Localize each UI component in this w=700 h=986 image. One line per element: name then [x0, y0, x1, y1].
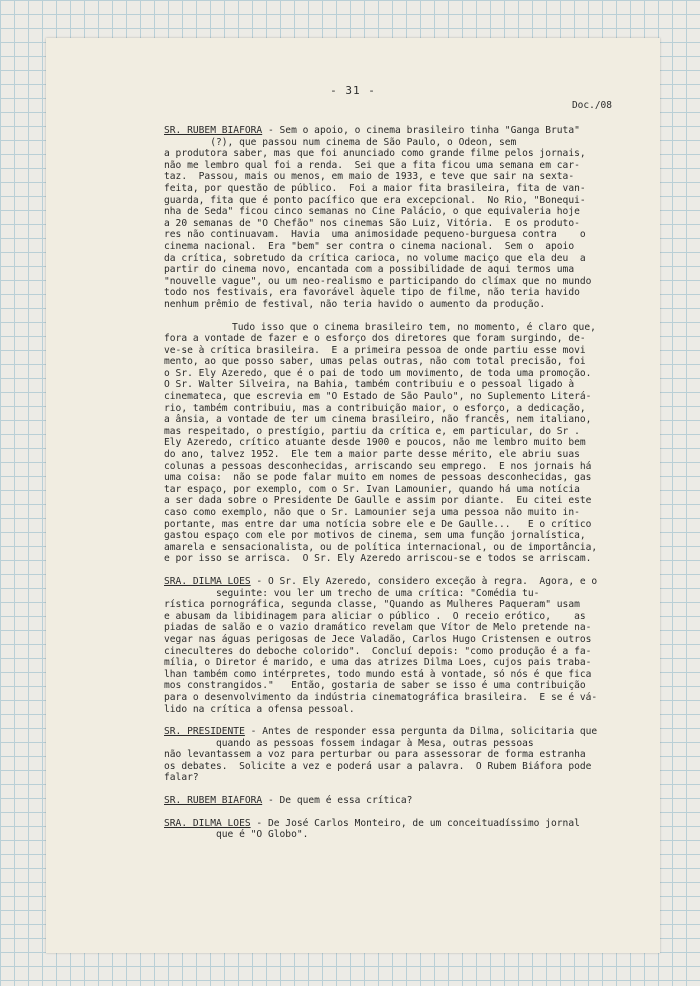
text-line: mento, ao que posso saber, umas pelas outras, não com total precisão, foi [164, 356, 586, 368]
text-line: e abusam da libidinagem para aliciar o público . O receio erótico, as [164, 610, 586, 622]
text-line: colunas a pessoas desconhecidas, arriscando seu emprego. E nos jornais há [164, 460, 592, 472]
text-line: caso como exemplo, não que o Sr. Lamounier seja uma pessoa não muito in- [164, 507, 580, 518]
text-line: a ânsia, a vontade de ter um cinema brasileiro, não francês, nem italiano, [164, 414, 592, 426]
text-line: não levantassem a voz para perturbar ou para assessorar de forma estranha [164, 749, 586, 761]
text-line: do ano, talvez 1952. Ele tem a maior parte desse mérito, ele abriu suas [164, 449, 580, 461]
text-line: a produtora saber, mas que foi anunciado como grande filme pelos jornais, [164, 148, 586, 160]
speaker-name: SR. RUBEM BIÁFORA [164, 795, 263, 807]
text-line: - O Sr. Ely Azeredo, considero exceção à regra. Agora, e o [250, 575, 598, 587]
text-line: seguinte: vou ler um trecho de uma crítica: "Comédia tu- [164, 587, 540, 599]
speaker-name: SRA. DILMA LÓES [164, 575, 251, 587]
text-line: os debates. Solicite a vez e poderá usar a palavra. O Rubem Biáfora pode [164, 760, 592, 772]
document-reference: Doc./08 [571, 100, 612, 111]
text-line: cinemateca, que escrevia em "O Estado de São Paulo", no Suplemento Literá- [164, 391, 592, 403]
text-line: o Sr. Ely Azeredo, que é o pai de todo um movimento, de toda uma promoção. [164, 367, 592, 379]
text-line: rio, também contribuiu, mas a contribuição maior, o esforço, a dedicação, [164, 402, 586, 414]
text-line: lhan também como intérpretes, todo mundo está à vontade, só nós é que fica [164, 668, 592, 680]
text-line: piadas de salão e o vazio dramático revelam que Vítor de Melo pretende na- [164, 622, 592, 634]
text-line: mas respeitado, o prestígio, partiu da crítica e, em particular, do Sr . [164, 425, 580, 437]
text-line: "nouvelle vague", ou um neo-realismo e participando do clímax que no mundo [164, 275, 592, 287]
text-line: ve-se à crítica brasileira. E a primeira pessoa de onde partiu esse movi [164, 344, 586, 356]
text-line: feita, por questão de público. Foi a maior fita brasileira, fita de van- [164, 182, 586, 194]
text-line: a 20 semanas de "O Chefão" nos cinemas São Luiz, Vitória. E os produto- [164, 217, 580, 229]
text-line: tar espaço, por exemplo, com o Sr. Ivan Lamounier, quando há uma notícia [164, 483, 580, 495]
text-line: - Antes de responder essa pergunta da Dilma, solicitaria que [244, 726, 598, 738]
text-line: - De quem é essa crítica? [262, 795, 413, 807]
text-line: nha de Seda" ficou cinco semanas no Cine Palácio, o que equivaleria hoje [164, 206, 580, 218]
text-line: res não continuavam. Havia uma animosidade pequeno-burguesa contra o [164, 229, 586, 241]
text-line: não me lembro qual foi a renda. Sei que a fita ficou uma semana em car- [164, 159, 580, 171]
text-line: partir do cinema novo, encantada com a possibilidade de aqui termos uma [164, 264, 575, 276]
text-line: (?), que passou num cinema de São Paulo, o Odeon, sem [164, 136, 517, 148]
document-page [46, 38, 660, 953]
text-line: amarela e sensacionalista, ou de política internacional, ou de importância, [164, 541, 598, 553]
paragraph-biafora-1 [164, 125, 664, 311]
text-line: que é "O Globo". [164, 829, 309, 841]
text-line: - De José Carlos Monteiro, de um conceituadíssimo jornal [250, 817, 580, 829]
text-line: gastou espaço com ele por motivos de cinema, sem uma função jornalística, [164, 530, 586, 542]
paragraph-biafora-3 [164, 795, 664, 807]
text-line: para o desenvolvimento da indústria cinematográfica brasileira. E se é vá- [164, 691, 598, 703]
text-line: guarda, fita que é ponto pacífico que era excepcional. No Rio, "Bonequi- [164, 194, 586, 206]
text-line: nenhum prêmio de festival, não teria havido o aumento da produção. [164, 298, 546, 310]
speaker-name: SR. RUBEM BIÁFORA [164, 125, 263, 136]
text-line: fora a vontade de fazer e o esforço dos diretores que foram surgindo, de- [164, 333, 586, 345]
transcript-body [164, 125, 664, 841]
paragraph-loes-2 [164, 818, 664, 841]
text-line: a ser dada sobre o Presidente De Gaulle e assim por diante. Eu citei este [164, 495, 592, 507]
text-line: - Sem o apoio, o cinema brasileiro tinha "Ganga Bruta" [262, 125, 580, 136]
text-line: e por isso se arrisca. O Sr. Ely Azeredo arriscou-se e todos se arriscam. [164, 553, 592, 565]
paragraph-biafora-2 [164, 322, 664, 565]
speaker-name: SRA. DILMA LOES [164, 817, 251, 829]
text-line: vegar nas águas perigosas de Jece Valadão, Carlos Hugo Cristensen e outros [164, 633, 592, 645]
text-line: mília, o Diretor é marido, e uma das atrizes Dilma Loes, cujos pais traba- [164, 657, 592, 669]
text-line: todo nos festivais, era favorável àquele tipo de filme, não teria havido [164, 287, 580, 299]
text-line: portante, mas entre dar uma notícia sobre ele e De Gaulle... E o crítico [164, 518, 592, 530]
text-line: quando as pessoas fossem indagar à Mesa, outras pessoas [164, 737, 534, 749]
page-number: - 31 - [330, 84, 376, 97]
text-line: lido na crítica a ofensa pessoal. [164, 703, 355, 715]
text-line: uma coisa: não se pode falar muito em nomes de pessoas desconhecidas, gas [164, 472, 592, 484]
text-line: mos constrangidos." Então, gostaria de saber se isso é uma contribuição [164, 680, 586, 692]
text-line: falar? [164, 772, 199, 784]
text-line: rística pornográfica, segunda classe, "Quando as Mulheres Paqueram" usam [164, 599, 580, 611]
text-line: da crítica, sobretudo da crítica carioca, no volume maciço que ela deu a [164, 252, 586, 264]
paragraph-presidente [164, 726, 664, 784]
text-line: Ely Azeredo, crítico atuante desde 1900 e poucos, não me lembro muito bem [164, 437, 586, 449]
speaker-name: SR. PRESIDENTE [164, 726, 245, 738]
text-line: O Sr. Walter Silveira, na Bahia, também contribuiu e o pessoal ligado à [164, 379, 575, 391]
text-line: cinema nacional. Era "bem" ser contra o cinema nacional. Sem o apoio [164, 240, 575, 252]
text-line: taz. Passou, mais ou menos, em maio de 1933, e teve que sair na sexta- [164, 171, 575, 183]
text-line: Tudo isso que o cinema brasileiro tem, no momento, é claro que, [232, 321, 596, 333]
paragraph-loes-1 [164, 576, 664, 715]
text-line: cineculteres do deboche colorido". Concluí depois: "como produção é a fa- [164, 645, 592, 657]
